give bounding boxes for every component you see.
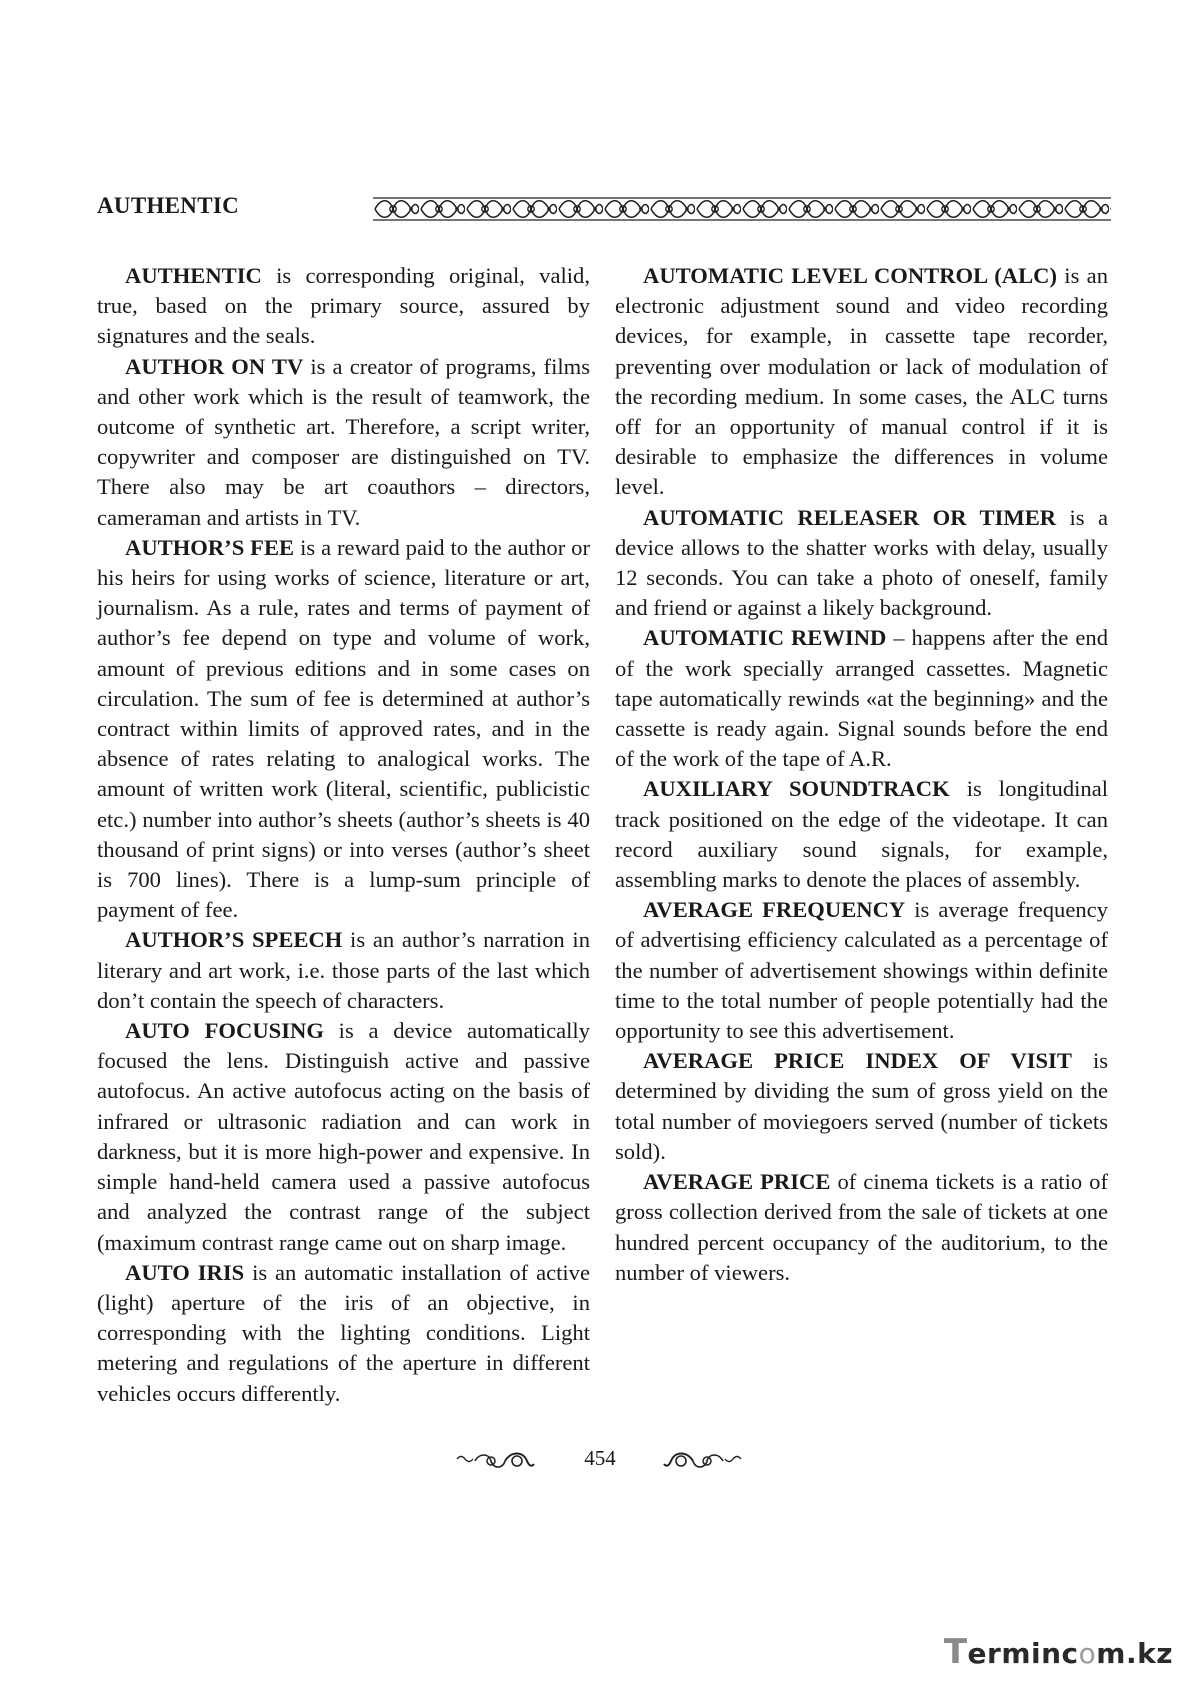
entry-term: AUTOMATIC LEVEL CONTROL (ALC) (643, 263, 1057, 288)
right-swirl-ornament-icon (663, 1451, 743, 1471)
dictionary-entry (97, 533, 590, 926)
entry-definition: is average frequency of advertising efficiency calculated as a percentage of the number of advertisement showings within definite time to the total number of people potentially had the opportunity to see this advertisement. (615, 897, 1108, 1044)
entry-term: AVERAGE PRICE (643, 1169, 831, 1195)
entry-term: AUTHOR’S SPEECH (125, 927, 343, 953)
page-footer (0, 1445, 1191, 1475)
entry-definition: is an author’s narration in literary and art work, i.e. those parts of the last which don’t contain the speech of characters. (97, 927, 590, 1013)
running-head: AUTHENTIC (97, 193, 240, 218)
entry-definition: – happens after the end of the work specially arranged cassettes. Magnetic tape automatically rewinds «at the beginning» and the cassette is ready again. Signal sounds before the end of the work of the tape of A.R. (615, 625, 1108, 772)
watermark-initial: T (943, 1632, 968, 1672)
dictionary-entry (615, 1046, 1108, 1167)
entry-term: AUTHOR ON TV (125, 353, 304, 379)
left-swirl-ornament-icon (455, 1451, 535, 1471)
entry-definition: is determined by dividing the sum of gross yield on the total number of moviegoers served (number of tickets sold). (615, 1048, 1109, 1164)
dictionary-entry (97, 1258, 590, 1409)
entry-definition: is a creator of programs, films and other work which is the result of teamwork, the outcome of synthetic art. Therefore, a script writer, copywriter and composer are distinguished on TV. There also may be art coauthors – directors, cameraman and artists in TV. (97, 353, 590, 530)
dictionary-entry (615, 503, 1108, 624)
site-watermark (944, 1632, 1173, 1672)
entry-definition: is corresponding original, valid, true, based on the primary source, assured by signatures and the seals. (97, 263, 590, 349)
watermark-o: o (1078, 1637, 1097, 1670)
entry-definition: is longitudinal track positioned on the edge of the videotape. It can record auxiliary sound signals, for example, assembling marks to denote the places of assembly. (615, 776, 1108, 893)
dictionary-entry (615, 623, 1108, 774)
entry-term: AUTO IRIS (125, 1259, 245, 1285)
entry-term: AUTOMATIC REWIND (643, 625, 887, 651)
entry-definition: is an automatic installation of active (light) aperture of the iris of an objective, in corresponding with the lighting conditions. Light metering and regulations of the aperture in different vehicles occurs differently. (97, 1259, 591, 1406)
entry-term: AVERAGE PRICE INDEX OF VISIT (643, 1048, 1072, 1074)
left-column (97, 261, 590, 1409)
dictionary-entry (97, 352, 590, 533)
entry-term: AUXILIARY SOUNDTRACK (643, 776, 950, 802)
dictionary-entry (615, 774, 1108, 895)
entry-term: AUTHENTIC (125, 263, 262, 288)
dictionary-entry (615, 1167, 1108, 1288)
right-column (615, 261, 1108, 1288)
entry-definition: is a reward paid to the author or his heirs for using works of science, literature or art, journalism. As a rule, rates and terms of payment of author’s fee depend on type and volume of work, amount of previous editions and in some cases on circulation. The sum of fee is determined at author’s contract within limits of approved rates, and in the absence of rates relating to analogical works. The amount of written work (literal, scientific, publicistic etc.) number into author’s sheets (author’s sheets is 40 thousand of print signs) or into verses (author’s sheet is 700 lines). There is a lump-sum principle of payment of fee. (97, 534, 590, 923)
entry-definition: is a device allows to the shatter works with delay, usually 12 seconds. You can take a photo of oneself, family and friend or against a likely background. (615, 504, 1108, 621)
dictionary-entry (615, 261, 1108, 503)
entry-term: AUTHOR’S FEE (125, 534, 295, 560)
ornamental-border-icon (373, 196, 1111, 222)
dictionary-entry (97, 261, 590, 352)
dictionary-entry (97, 925, 590, 1016)
watermark-text: erminc (967, 1637, 1079, 1670)
entry-definition: of cinema tickets is a ratio of gross collection derived from the sale of tickets at one hundred percent occupancy of the auditorium, to the number of viewers. (615, 1169, 1108, 1285)
dictionary-entry (97, 1016, 590, 1258)
entry-definition: is an electronic adjustment sound and video recording devices, for example, in cassette tape recorder, preventing over modulation or lack of modulation of the recording medium. In some cases, the ALC turns off for an opportunity of manual control if it is desirable to emphasize the differences in volume level. (615, 263, 1108, 500)
entry-definition: is a device automatically focused the lens. Distinguish active and passive autofocus. An active autofocus acting on the basis of infrared or ultrasonic radiation and can work in darkness, but it is more high-power and expensive. In simple hand-held camera used a passive autofocus and analyzed the contrast range of the subject (maximum contrast range came out on sharp image. (97, 1018, 590, 1255)
entry-term: AVERAGE FREQUENCY (643, 897, 906, 923)
watermark-domain: m.kz (1096, 1637, 1173, 1670)
entry-term: AUTO FOCUSING (125, 1018, 324, 1044)
page-number: 454 (584, 1446, 616, 1470)
entry-term: AUTOMATIC RELEASER OR TIMER (643, 504, 1057, 530)
dictionary-entry (615, 895, 1108, 1046)
